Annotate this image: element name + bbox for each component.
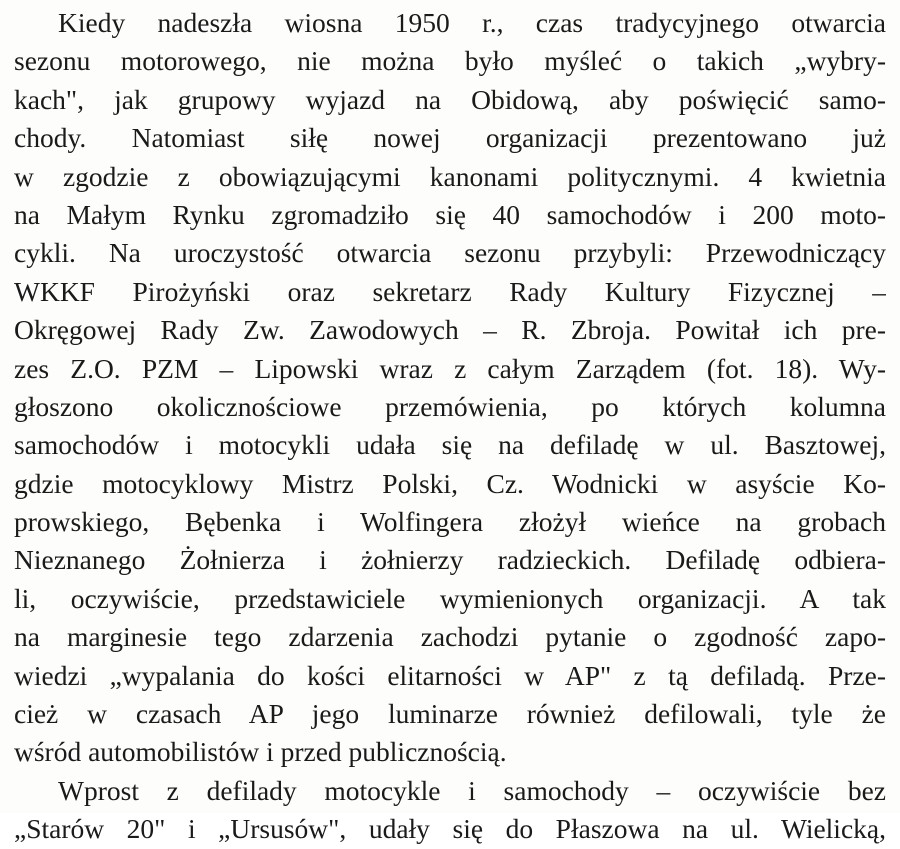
text-line: „Starów 20" i „Ursusów", udały się do Płaszowa na ul. Wielicką, [14,813,886,845]
text-line: wiedzi „wypalania do kości elitarności w AP" z tą defiladą. Prze- [14,659,886,691]
text-line: na marginesie tego zdarzenia zachodzi pytanie o zgodność zapo- [14,621,886,653]
text-line: Wprost z defilady motocykle i samochody – oczywiście bez [58,774,886,806]
text-line: chody. Natomiast siłę nowej organizacji prezentowano już [14,122,886,154]
text-line: WKKF Pirożyński oraz sekretarz Rady Kultury Fizycznej – [14,275,886,307]
text-line: kach", jak grupowy wyjazd na Obidową, aby poświęcić samo- [14,83,886,115]
paragraph-2 [14,772,886,849]
text-line: Okręgowej Rady Zw. Zawodowych – R. Zbroja. Powitał ich pre- [14,314,886,346]
text-line: sezonu motorowego, nie można było myśleć o takich „wybry- [14,45,886,77]
paragraph-1 [14,4,886,772]
text-line: wśród automobilistów i przed publicznością. [14,736,507,768]
text-line: zes Z.O. PZM – Lipowski wraz z całym Zarządem (fot. 18). Wy- [14,352,886,384]
text-line: gdzie motocyklowy Mistrz Polski, Cz. Wodnicki w asyście Ko- [14,467,886,499]
text-line: cykli. Na uroczystość otwarcia sezonu przybyli: Przewodniczący [14,237,886,269]
text-line: cież w czasach AP jego luminarze również defilowali, tyle że [14,698,886,730]
text-line: Nieznanego Żołnierza i żołnierzy radzieckich. Defiladę odbiera- [14,544,886,576]
text-line: samochodów i motocykli udała się na defiladę w ul. Basztowej, [14,429,886,461]
document-text [14,4,886,849]
text-line: prowskiego, Bębenka i Wolfingera złożył wieńce na grobach [14,506,886,538]
text-line: na Małym Rynku zgromadziło się 40 samochodów i 200 moto- [14,198,886,230]
text-line: głoszono okolicznościowe przemówienia, po których kolumna [14,390,886,422]
text-line: Kiedy nadeszła wiosna 1950 r., czas tradycyjnego otwarcia [58,7,886,38]
text-line: w zgodzie z obowiązującymi kanonami politycznymi. 4 kwietnia [14,160,886,192]
text-line: li, oczywiście, przedstawiciele wymienionych organizacji. A tak [14,582,886,614]
